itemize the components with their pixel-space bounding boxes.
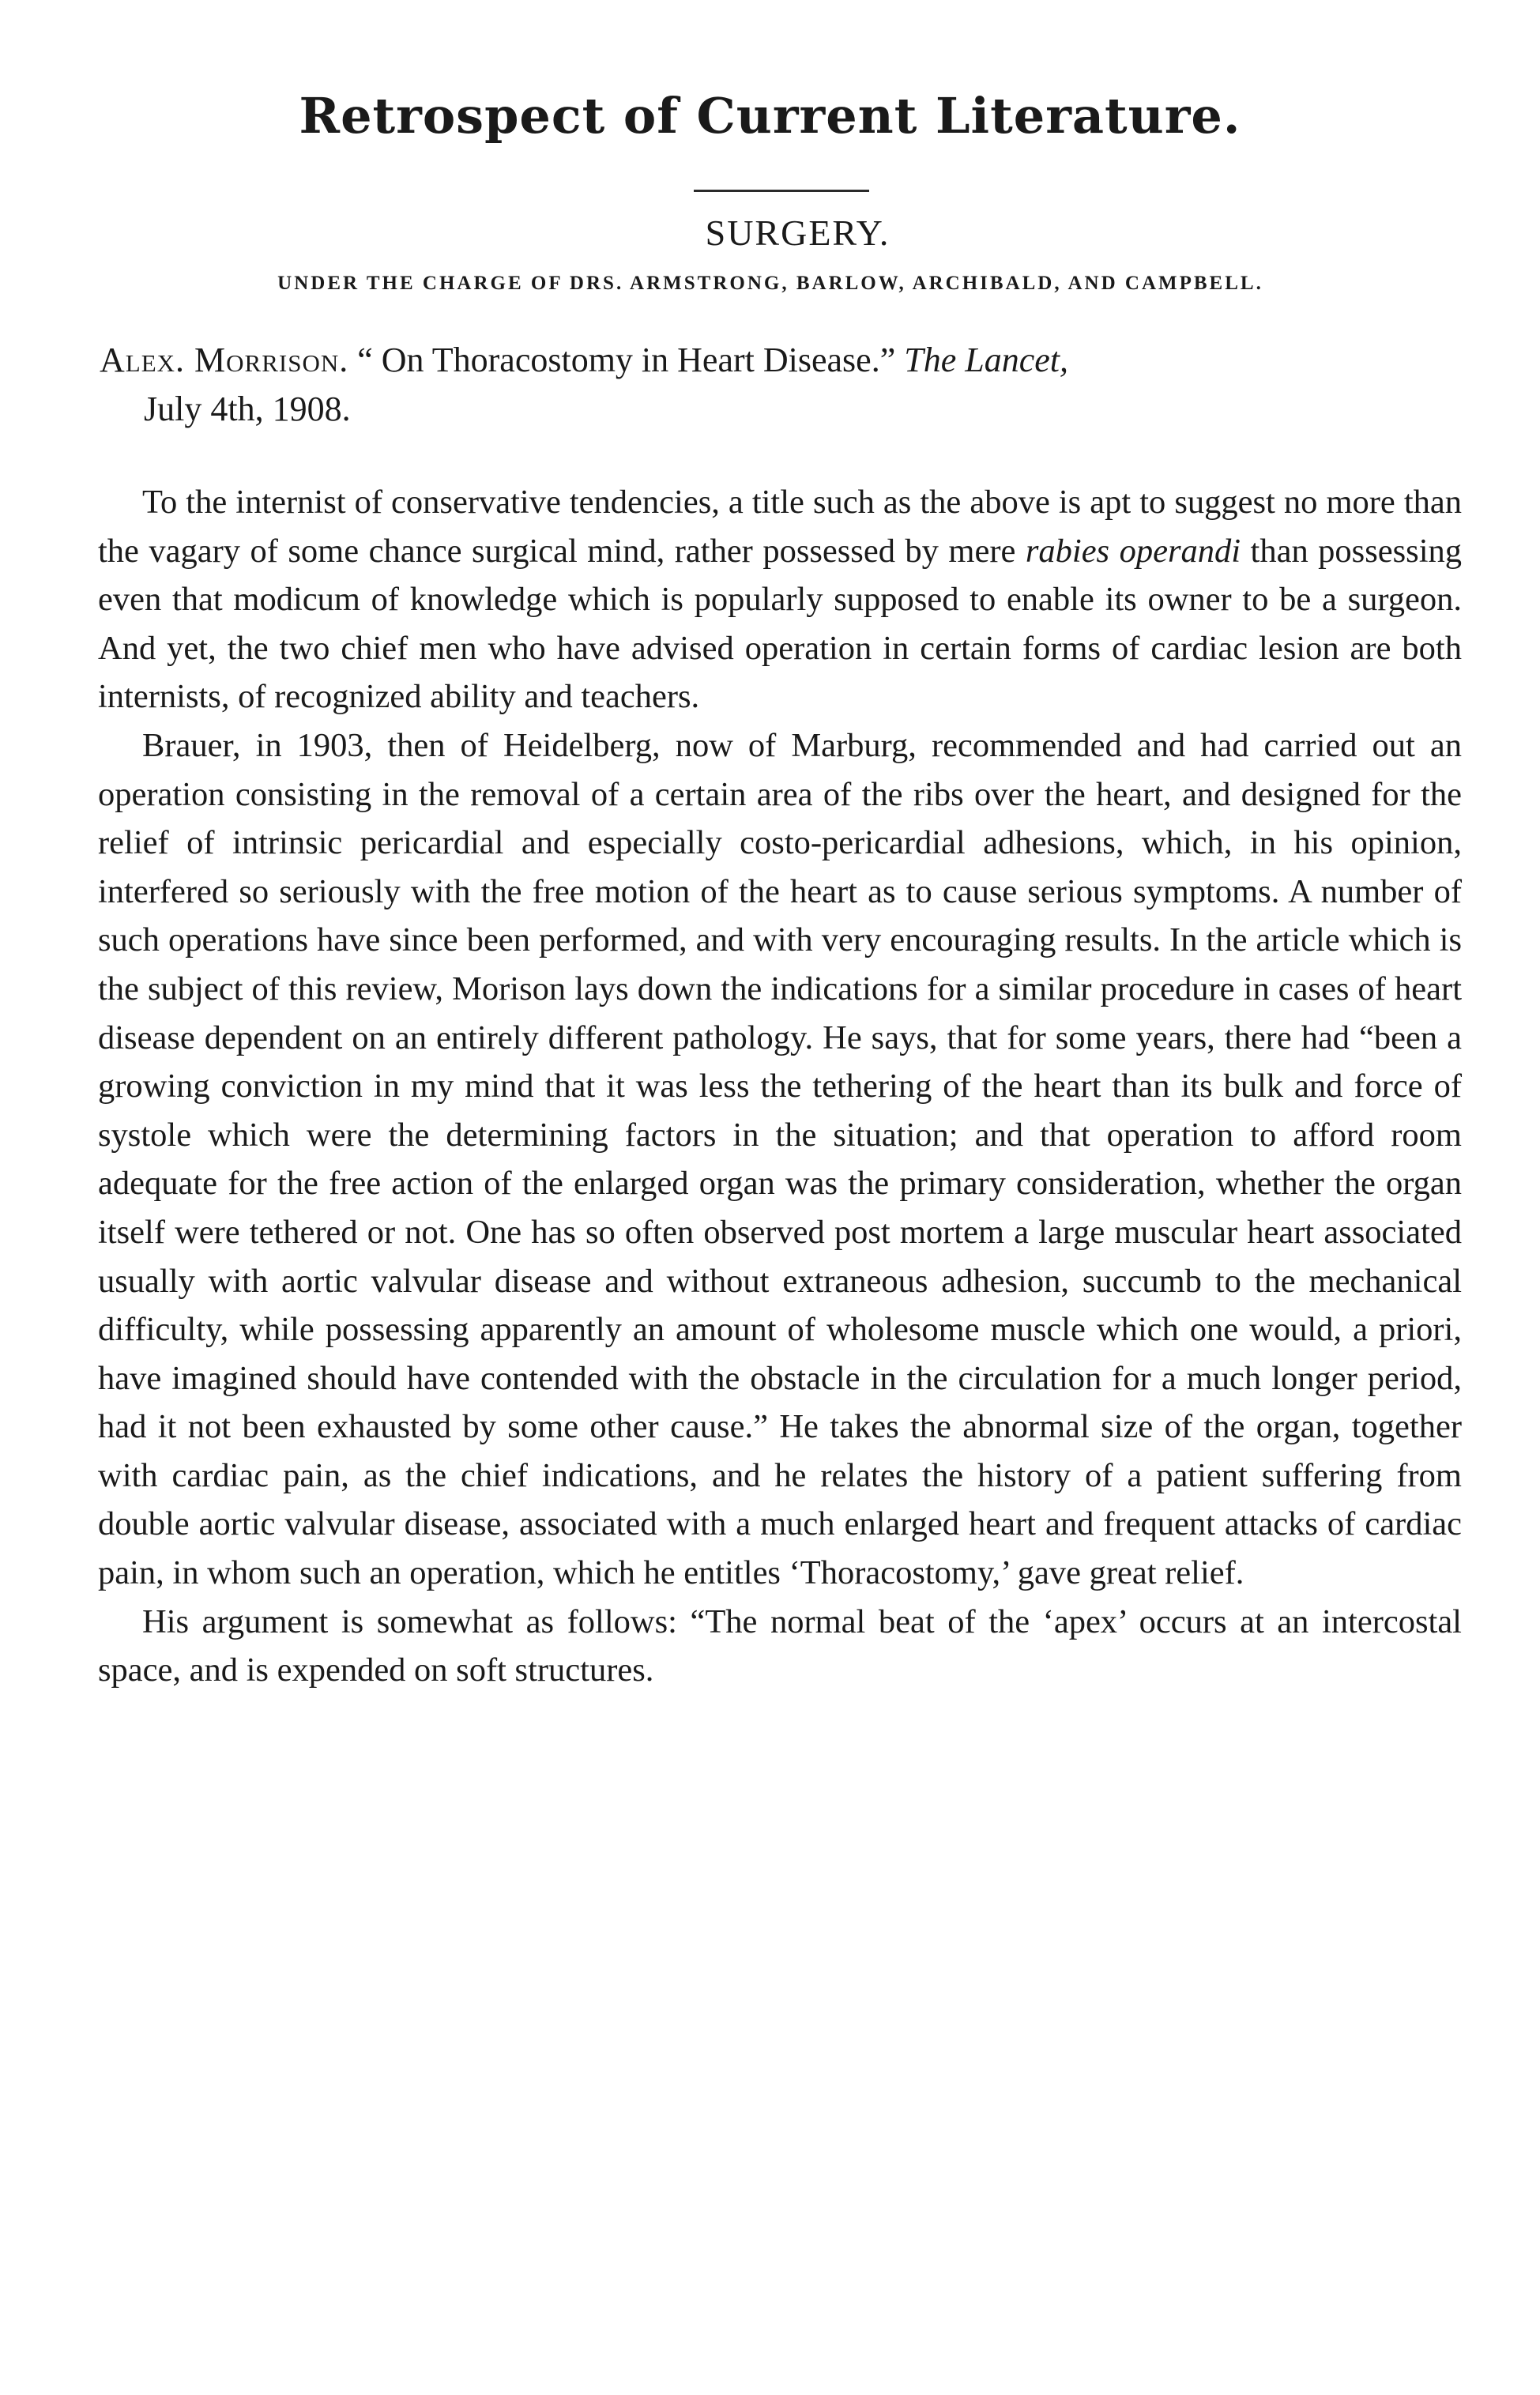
title-rule — [694, 190, 869, 192]
citation-title: “ On Thoracostomy in Heart Disease.” — [357, 341, 896, 379]
article-citation — [100, 336, 1459, 434]
masthead-title: Retrospect of Current Literature. — [299, 87, 1241, 145]
citation-author: Alex. Morrison. — [100, 341, 349, 379]
paragraph — [98, 478, 1462, 721]
editors-line: UNDER THE CHARGE OF DRS. ARMSTRONG, BARLOW, ARCHIBALD, AND CAMPBELL. — [277, 273, 1263, 294]
paragraph: Brauer, in 1903, then of Heidelberg, now of Marburg, recommended and had carried out an operation consisting in the removal of a certain area of the ribs over the heart, and designed for the relief of intrinsic pericardial and especially costo-pericardial adhesions, which, in his opinion, interfered so seriously with the free motion of the heart as to cause serious symptoms. A number of such operations have since been performed, and with very encouraging results. In the article which is the subject of this review, Morison lays down the indications for a similar procedure in cases of heart disease dependent on an entirely different pathology. He says, that for some years, there had “been a growing conviction in my mind that it was less the tethering of the heart than its bulk and force of systole which were the determining factors in the situation; and that operation to afford room adequate for the free action of the enlarged organ was the primary consideration, whether the organ itself were tethered or not. One has so often observed post mortem a large muscular heart associated usually with aortic valvular disease and without extraneous adhesion, succumb to the mechanical difficulty, while possessing apparently an amount of wholesome muscle which one would, a priori, have imagined should have contended with the obstacle in the circulation for a much longer period, had it not been exhausted by some other cause.” He takes the abnormal size of the organ, together with cardiac pain, as the chief indications, and he relates the history of a patient suffering from double aortic valvular disease, associated with a much enlarged heart and frequent attacks of cardiac pain, in whom such an operation, which he entitles ‘Thoracostomy,’ gave great relief. — [98, 726, 1462, 1592]
citation-date: July 4th, 1908. — [144, 390, 351, 428]
article-body — [98, 478, 1462, 1695]
paragraph-text: than possessing even that modicum of knowledge which is popularly supposed to enable its owner to be a surgeon. And yet, the two chief men who have advised operation in certain forms of cardiac lesion are both internists, of recognized ability and teachers. — [98, 532, 1463, 716]
section-heading: SURGERY. — [705, 213, 890, 253]
italic-phrase: rabies operandi — [1025, 532, 1241, 570]
citation-journal: The Lancet, — [904, 341, 1068, 379]
paragraph-text: To the internist of conservative tendencies, a title such as the above is apt to suggest no more than the vagary of some chance surgical mind, rather possessed by mere — [98, 484, 1462, 570]
paragraph: His argument is somewhat as follows: “The normal beat of the ‘apex’ occurs at an intercostal space, and is expended on soft structures. — [98, 1602, 1462, 1689]
